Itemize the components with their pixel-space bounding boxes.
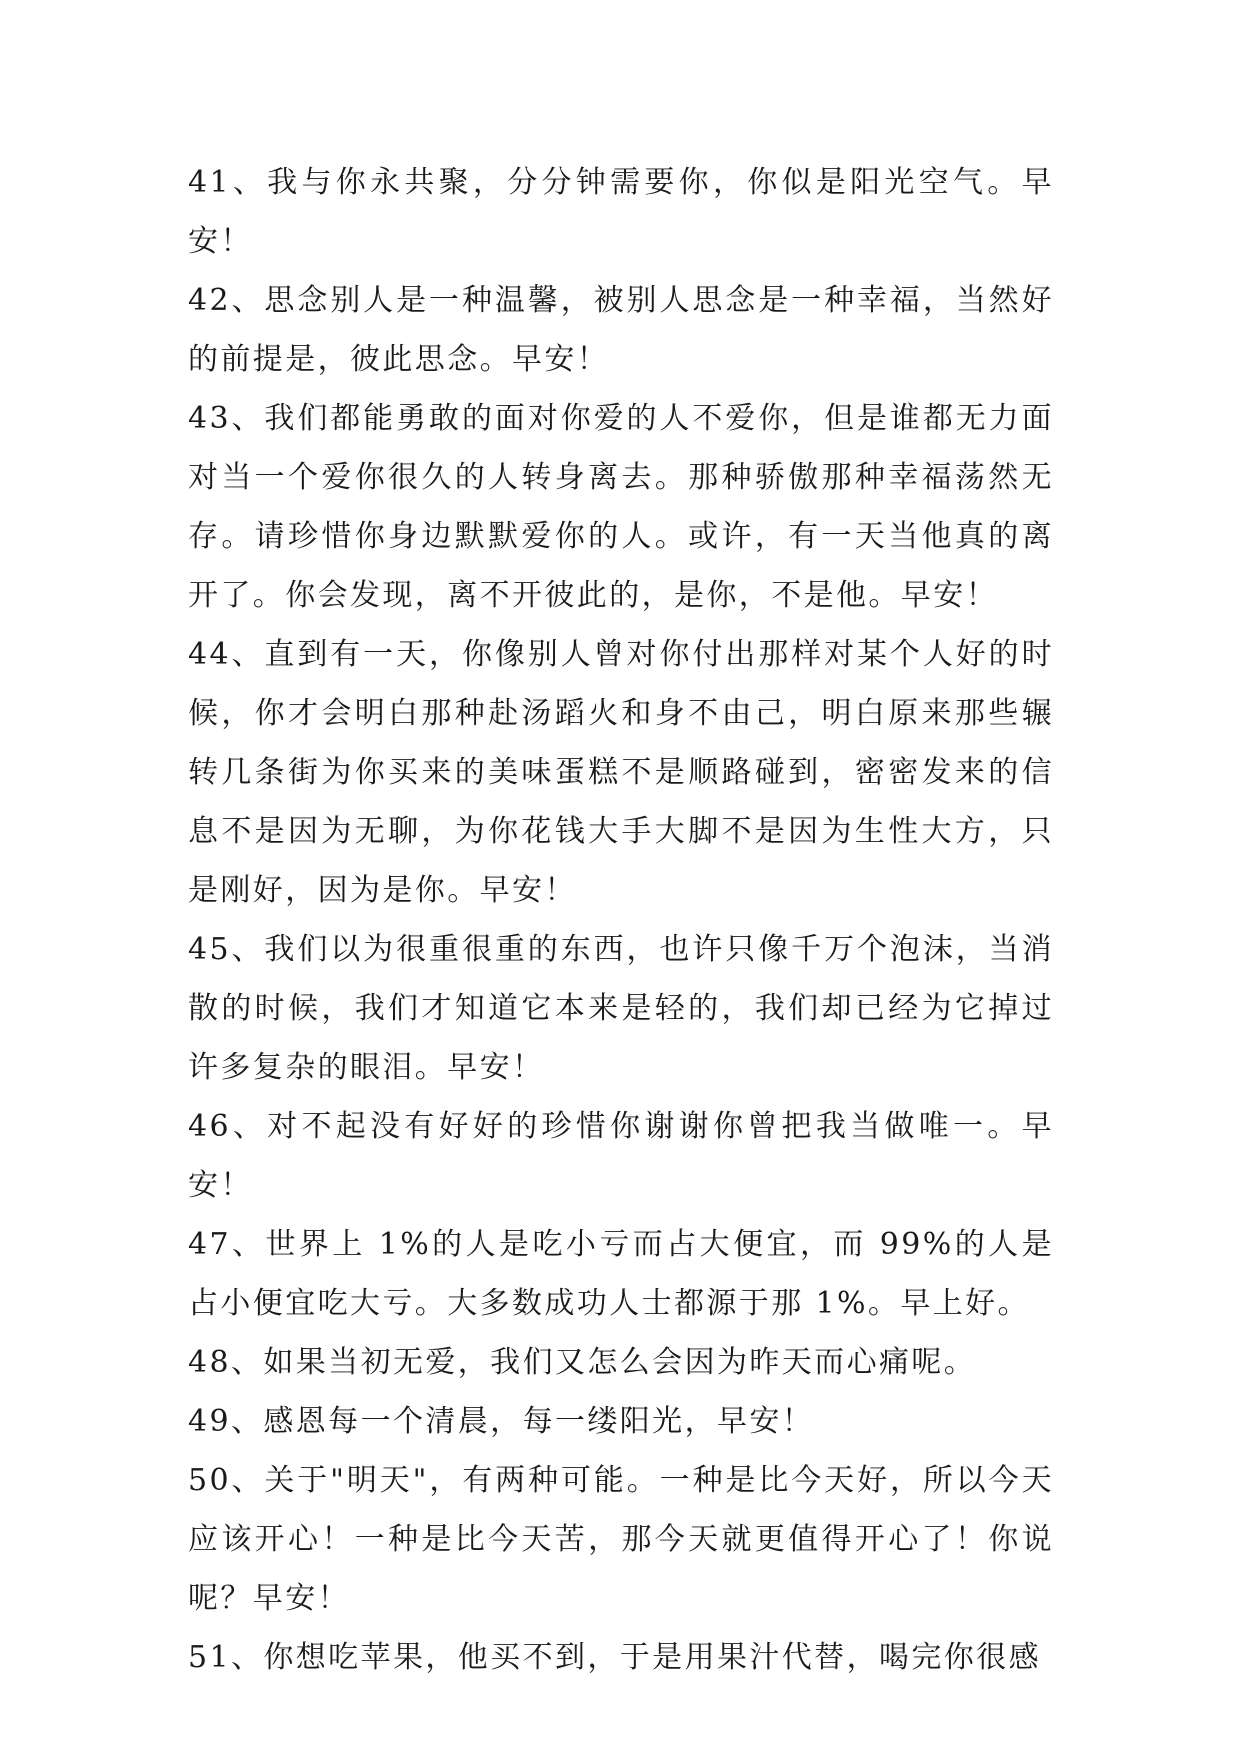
paragraph-51: 51、你想吃苹果，他买不到，于是用果汁代替，喝完你很感 <box>188 1640 1041 1675</box>
paragraph-50: 50、关于"明天"，有两种可能。一种是比今天好，所以今天应该开心！一种是比今天苦，那今天就更值得开心了！你说呢？早安！ <box>188 1463 1054 1616</box>
document-body <box>188 153 1054 1687</box>
paragraph-44: 44、直到有一天，你像别人曾对你付出那样对某个人好的时候，你才会明白那种赴汤蹈火和身不由己，明白原来那些辗转几条街为你买来的美味蛋糕不是顺路碰到，密密发来的信息不是因为无聊，为你花钱大手大脚不是因为生性大方，只是刚好，因为是你。早安！ <box>188 637 1054 908</box>
paragraph-49: 49、感恩每一个清晨，每一缕阳光，早安！ <box>188 1404 815 1439</box>
paragraph-48: 48、如果当初无爱，我们又怎么会因为昨天而心痛呢。 <box>188 1345 977 1380</box>
paragraph-41: 41、我与你永共聚，分分钟需要你，你似是阳光空气。早安！ <box>188 165 1054 259</box>
paragraph-46: 46、对不起没有好好的珍惜你谢谢你曾把我当做唯一。早安！ <box>188 1109 1054 1203</box>
paragraph-45: 45、我们以为很重很重的东西，也许只像千万个泡沫，当消散的时候，我们才知道它本来是轻的，我们却已经为它掉过许多复杂的眼泪。早安！ <box>188 932 1054 1085</box>
paragraph-42: 42、思念别人是一种温馨，被别人思念是一种幸福，当然好的前提是，彼此思念。早安！ <box>188 283 1054 377</box>
paragraph-47: 47、世界上 1%的人是吃小亏而占大便宜，而 99%的人是占小便宜吃大亏。大多数成功人士都源于那 1%。早上好。 <box>188 1227 1054 1321</box>
paragraph-43: 43、我们都能勇敢的面对你爱的人不爱你，但是谁都无力面对当一个爱你很久的人转身离去。那种骄傲那种幸福荡然无存。请珍惜你身边默默爱你的人。或许，有一天当他真的离开了。你会发现，离不开彼此的，是你，不是他。早安！ <box>188 401 1054 613</box>
